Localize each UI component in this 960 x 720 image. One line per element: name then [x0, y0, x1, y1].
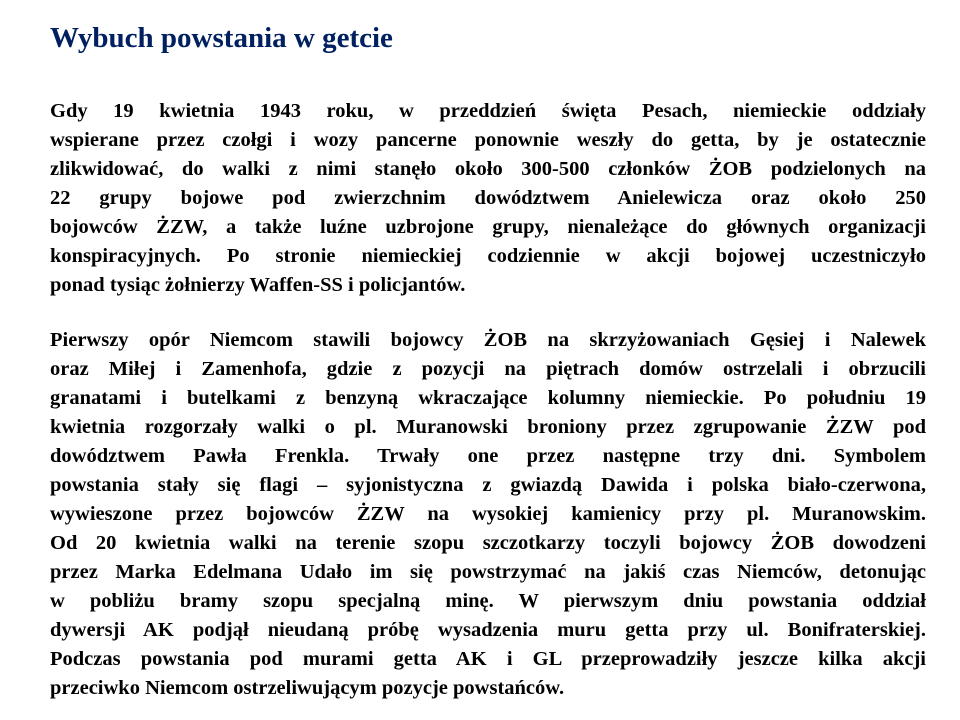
slide-title: Wybuch powstania w getcie — [50, 22, 393, 54]
text-line: zlikwidować, do walki z nimi stanęło około 300-500 członków ŻOB podzielonych na — [50, 158, 926, 180]
text-line: dywersji AK podjął nieudaną próbę wysadzenia muru getta przy ul. Bonifraterskiej. — [50, 619, 926, 641]
text-line: Od 20 kwietnia walki na terenie szopu szczotkarzy toczyli bojowcy ŻOB dowodzeni — [50, 532, 926, 554]
text-line: wywieszone przez bojowców ŻZW na wysokiej kamienicy przy pl. Muranowskim. — [50, 503, 926, 525]
paragraph-1 — [50, 97, 926, 300]
text-line: konspiracyjnych. Po stronie niemieckiej codziennie w akcji bojowej uczestniczyło — [50, 245, 926, 267]
text-line: ponad tysiąc żołnierzy Waffen-SS i policjantów. — [50, 274, 466, 296]
text-line: w pobliżu bramy szopu specjalną minę. W pierwszym dniu powstania oddział — [50, 590, 926, 612]
text-line: bojowców ŻZW, a także luźne uzbrojone grupy, nienależące do głównych organizacji — [50, 216, 926, 238]
text-line: granatami i butelkami z benzyną wkraczające kolumny niemieckie. Po południu 19 — [50, 387, 926, 409]
text-line: Podczas powstania pod murami getta AK i GL przeprowadziły jeszcze kilka akcji — [50, 648, 926, 670]
text-line: przeciwko Niemcom ostrzeliwującym pozycje powstańców. — [50, 677, 565, 699]
text-line: Pierwszy opór Niemcom stawili bojowcy ŻOB na skrzyżowaniach Gęsiej i Nalewek — [50, 329, 926, 351]
text-line: wspierane przez czołgi i wozy pancerne ponownie weszły do getta, by je ostatecznie — [50, 129, 926, 151]
paragraph-2 — [50, 326, 926, 703]
text-line: kwietnia rozgorzały walki o pl. Muranowski broniony przez zgrupowanie ŻZW pod — [50, 416, 926, 438]
text-line: oraz Miłej i Zamenhofa, gdzie z pozycji na piętrach domów ostrzelali i obrzucili — [50, 358, 926, 380]
text-line: Gdy 19 kwietnia 1943 roku, w przeddzień święta Pesach, niemieckie oddziały — [50, 100, 926, 122]
text-line: dowództwem Pawła Frenkla. Trwały one przez następne trzy dni. Symbolem — [50, 445, 926, 467]
text-line: przez Marka Edelmana Udało im się powstrzymać na jakiś czas Niemców, detonując — [50, 561, 926, 583]
text-line: powstania stały się flagi – syjonistyczna z gwiazdą Dawida i polska biało-czerwona, — [50, 474, 926, 496]
text-line: 22 grupy bojowe pod zwierzchnim dowództwem Anielewicza oraz około 250 — [50, 187, 926, 209]
